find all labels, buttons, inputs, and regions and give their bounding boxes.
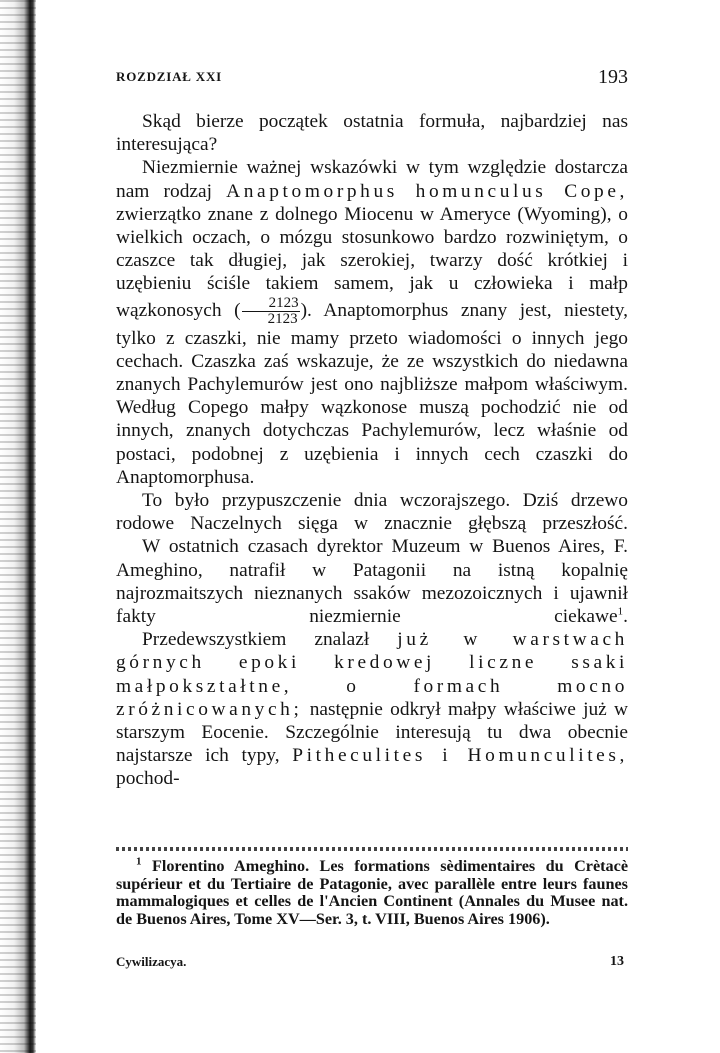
paragraph-2-text-a: Niezmiernie ważnej wskazówki w tym względzie dostarcza nam rodzaj [116,157,628,202]
paragraph-1-text: Skąd bierze początek ostatnia formuła, najbardziej nas interesująca? [116,111,628,156]
running-head: ROZDZIAŁ XXI [116,69,223,84]
dental-formula-numerator: 2123 [242,296,300,312]
page-footer [116,954,628,974]
paragraph-3 [116,489,628,535]
paragraph-1 [116,110,628,156]
page-number: 193 [598,66,628,88]
paragraph-2-text-b: zwierzątko znane z dolnego Miocenu w Ameryce (Wyoming), o wielkich oczach, o mózgu stosunkowo bardzo rozwiniętym, o czaszce tak długiej, jak szerokiej, twarzy dość krótkiej i uzębieniu ściśle takiem samem, jak u człowieka i małp wązkonosych [116,203,628,321]
paragraph-2: Niezmiernie ważnej wskazówki w tym względzie dostarcza nam rodzaj Anaptomorphus homunculus Cope, zwierzątko znane z dolnego Miocenu w Ameryce (Wyoming), o wielkich oczach, o mózgu stosunkowo bardzo rozwiniętym, o czaszce tak długiej, jak szerokiej, twarzy dość krótkiej i uzębieniu ściśle takiem samem, jak u człowieka i małp wązkonosych ( $\frac{2123}{2123}$ ). Anaptomorphus znany jest, niestety, tylko z czaszki, nie mamy przeto wiadomości o innych jego cechach. Czaszka zaś wskazuje, że ze wszystkich do niedawna znanych Pachylemurów jest ono najbliższe małpom właściwym. Według Copego małpy wązkonose muszą pochodzić nie od innych, znanych dotychczas Pachylemurów, lecz właśnie od postaci, podobnej z uzębienia i innych cech czaszki do Anaptomorphusa. [116,157,629,488]
paragraph-5-text-c: pochod- [116,768,180,790]
body-text [116,110,628,791]
page-header [116,66,628,90]
paragraph-5 [116,628,628,790]
paragraph-5-text-b: następnie odkrył małpy właściwe już w starszym Eocenie. Szczególnie interesują tu dwa obecnie najstarsze ich typy, [116,698,628,767]
emphasis-spaced-2: Pitheculites i Homunculites, [292,745,628,767]
footnote-reference: 1 [617,605,624,618]
paragraph-4: W ostatnich czasach dyrektor Muzeum w Buenos Aires, F. Ameghino, natrafił w Patagonii na istną kopalnię najrozmaitszych nieznanych ssaków mezozoicznych i ujawnił fakty niezmiernie ciekawe$^1$. [116,536,628,628]
footnote-mark: 1 [136,855,142,868]
dental-formula-denominator: 2123 [267,310,298,327]
paragraph-2-text-c: Anaptomorphus znany jest, niestety, tylko z czaszki, nie mamy przeto wiadomości o innych jego cechach. Czaszka zaś wskazuje, że ze wszystkich do niedawna znanych Pachylemurów jest ono najbliższe małpom właściwym. Według Copego małpy wązkonose muszą pochodzić nie od innych, znanych dotychczas Pachylemurów, lecz właśnie od postaci, podobnej z uzębienia i innych cech czaszki do Anaptomorphusa. [116,299,629,488]
book-binding-edge [0,0,36,1053]
paragraph-5-text-a: Przedewszystkiem znalazł [142,629,370,651]
dental-formula [242,296,300,327]
footnote-paragraph [116,855,629,928]
emphasis-spaced-1: już w warstwach górnych epoki kredowej liczne ssaki małpokształtne, o formach mocno zróżnicowanych; [116,629,628,720]
footnote-text: Florentino Ameghino. Les formations sèdimentaires du Crètacè supérieur et du Tertiaire de Patagonie, avec parallèle entre leurs faunes mammalogiques et celles de l'Ancien Continent (Annales du Musee nat. de Buenos Aires, Tome XV—Ser. 3, t. VIII, Buenos Aires 1906). [116,857,629,928]
footnote-divider [116,847,628,851]
footnote [116,855,629,928]
paragraph-3-text: To było przypuszczenie dnia wczorajszego. Dziś drzewo rodowe Naczelnych sięga w znacznie głębszą przeszłość. [116,490,628,535]
sheet-number: 13 [610,954,624,969]
printer-signature: Cywilizacya. [116,954,187,969]
paragraph-4-text: W ostatnich czasach dyrektor Muzeum w Buenos Aires, F. Ameghino, natrafił w Patagonii na istną kopalnię najrozmaitszych nieznanych ssaków mezozoicznych i ujawnił fakty niezmiernie ciekawe [116,536,628,628]
species-name: Anaptomorphus homunculus Cope, [226,180,628,202]
